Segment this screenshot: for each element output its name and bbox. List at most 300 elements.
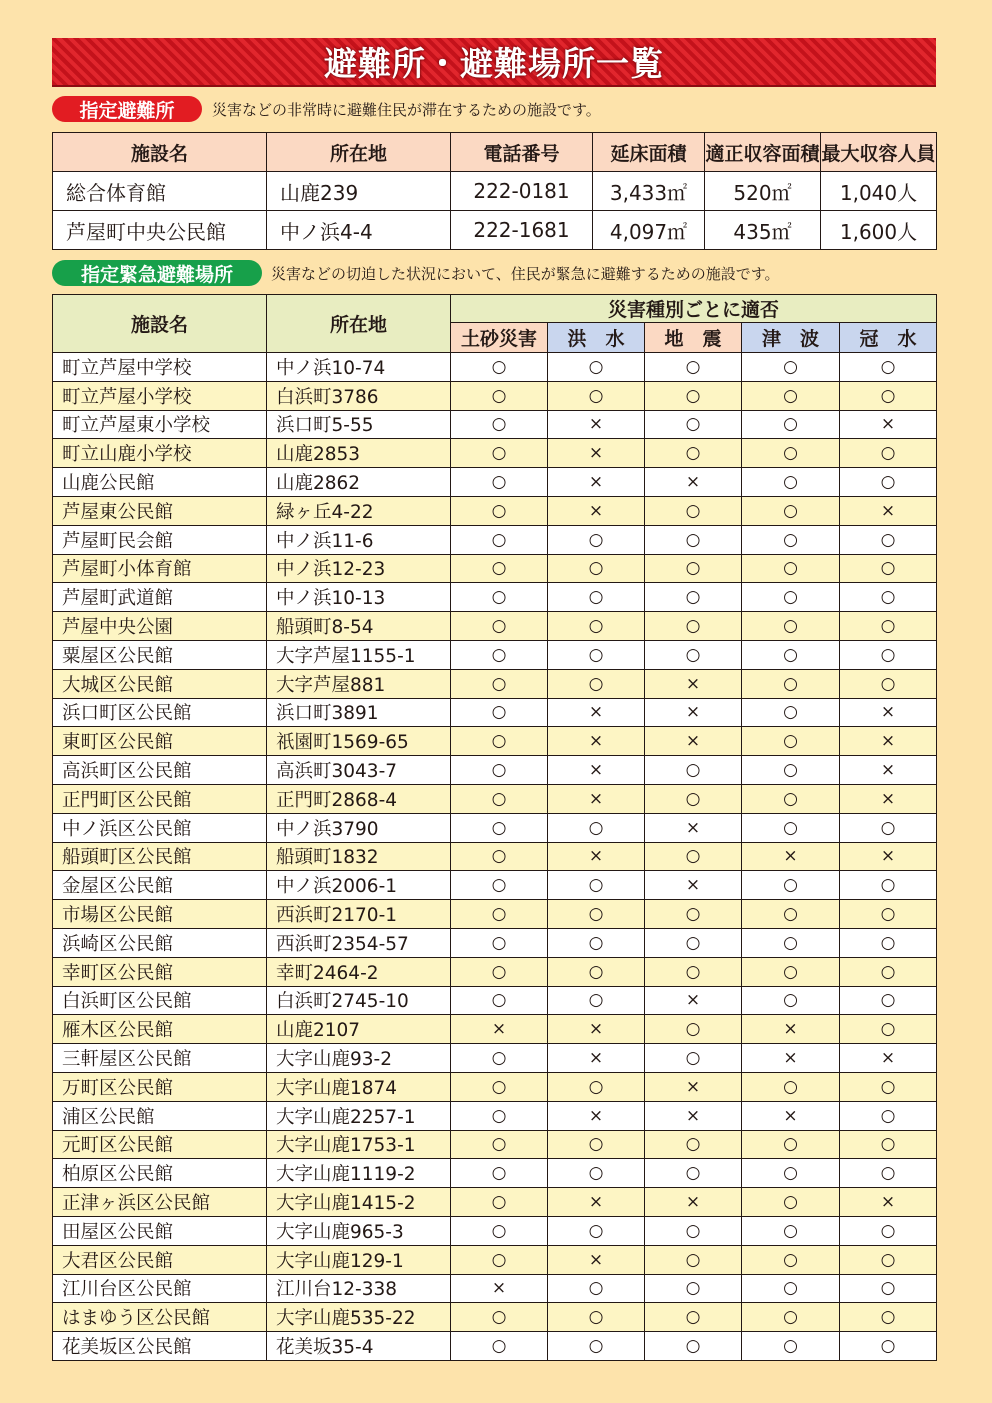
suitability-mark: ○ (548, 381, 645, 410)
suitability-mark: ○ (645, 756, 742, 785)
suitability-mark: ○ (742, 1159, 840, 1188)
suitability-mark: ○ (840, 1274, 937, 1303)
suitability-mark: ○ (742, 439, 840, 468)
header-cell: 最大収容人員 (821, 133, 937, 172)
facility-name-cell: 幸町区公民館 (53, 957, 267, 986)
header-cell: 延床面積 (593, 133, 705, 172)
suitability-mark: × (742, 1044, 840, 1073)
table-row (53, 612, 937, 641)
suitability-mark: × (840, 410, 937, 439)
facility-name-cell: 金屋区公民館 (53, 871, 267, 900)
facility-name-cell: 大城区公民館 (53, 669, 267, 698)
table-cell: 山鹿239 (267, 172, 451, 211)
suitability-mark: ○ (645, 1216, 742, 1245)
suitability-mark: × (451, 1274, 548, 1303)
suitability-mark: ○ (548, 1072, 645, 1101)
header-cell: 適正収容面積 (705, 133, 821, 172)
section1-description: 災害などの非常時に避難住民が滞在するための施設です。 (212, 101, 601, 119)
table-row (53, 525, 937, 554)
facility-name-cell: 正門町区公民館 (53, 784, 267, 813)
table-row (53, 1015, 937, 1044)
address-cell: 山鹿2853 (267, 439, 451, 468)
suitability-mark: ○ (645, 554, 742, 583)
suitability-mark: ○ (742, 525, 840, 554)
suitability-mark: ○ (548, 1216, 645, 1245)
suitability-mark: ○ (840, 1015, 937, 1044)
suitability-mark: ○ (645, 583, 742, 612)
header-flood: 洪 水 (548, 323, 645, 353)
address-cell: 浜口町5-55 (267, 410, 451, 439)
table-row (53, 1188, 937, 1217)
suitability-mark: × (840, 698, 937, 727)
suitability-mark: × (742, 842, 840, 871)
table-row (53, 871, 937, 900)
suitability-mark: × (840, 1044, 937, 1073)
suitability-mark: ○ (451, 1101, 548, 1130)
suitability-mark: ○ (645, 1044, 742, 1073)
suitability-mark: ○ (742, 640, 840, 669)
table-cell: 1,600人 (821, 211, 937, 250)
header-disaster-suitability: 災害種別ごとに適否 (451, 295, 937, 323)
facility-name-cell: 芦屋町民会館 (53, 525, 267, 554)
suitability-mark: × (645, 813, 742, 842)
suitability-mark: ○ (451, 1332, 548, 1361)
page-title: 避難所・避難場所一覧 (324, 44, 664, 83)
suitability-mark: ○ (840, 525, 937, 554)
table-row (53, 900, 937, 929)
suitability-mark: ○ (451, 1188, 548, 1217)
suitability-mark: ○ (645, 928, 742, 957)
table-cell: 中ノ浜4-4 (267, 211, 451, 250)
suitability-mark: ○ (742, 669, 840, 698)
suitability-mark: ○ (645, 842, 742, 871)
table-row (53, 353, 937, 382)
table-row (53, 1044, 937, 1073)
facility-name-cell: はまゆう区公民館 (53, 1303, 267, 1332)
suitability-mark: ○ (548, 871, 645, 900)
suitability-mark: ○ (840, 1245, 937, 1274)
suitability-mark: ○ (645, 957, 742, 986)
suitability-mark: ○ (645, 1015, 742, 1044)
suitability-mark: ○ (451, 1245, 548, 1274)
suitability-mark: × (548, 439, 645, 468)
suitability-mark: × (548, 784, 645, 813)
suitability-mark: ○ (645, 410, 742, 439)
facility-name-cell: 浜崎区公民館 (53, 928, 267, 957)
suitability-mark: × (451, 1015, 548, 1044)
address-cell: 中ノ浜2006-1 (267, 871, 451, 900)
suitability-mark: ○ (645, 900, 742, 929)
address-cell: 大字山鹿129-1 (267, 1245, 451, 1274)
address-cell: 中ノ浜12-23 (267, 554, 451, 583)
suitability-mark: ○ (548, 1274, 645, 1303)
address-cell: 大字山鹿93-2 (267, 1044, 451, 1073)
table-header-row (53, 133, 937, 172)
suitability-mark: ○ (840, 1159, 937, 1188)
address-cell: 花美坂35-4 (267, 1332, 451, 1361)
suitability-mark: × (548, 496, 645, 525)
table-row (53, 842, 937, 871)
suitability-mark: ○ (742, 1216, 840, 1245)
address-cell: 大字山鹿1753-1 (267, 1130, 451, 1159)
suitability-mark: ○ (645, 1130, 742, 1159)
address-cell: 大字山鹿1119-2 (267, 1159, 451, 1188)
suitability-mark: × (548, 1101, 645, 1130)
suitability-mark: ○ (451, 928, 548, 957)
suitability-mark: ○ (742, 957, 840, 986)
suitability-mark: ○ (742, 410, 840, 439)
suitability-mark: ○ (742, 353, 840, 382)
emergency-evacuation-site-table (52, 294, 937, 1361)
suitability-mark: ○ (840, 583, 937, 612)
address-cell: 中ノ浜11-6 (267, 525, 451, 554)
suitability-mark: ○ (451, 640, 548, 669)
suitability-mark: × (645, 1072, 742, 1101)
table-row (53, 211, 937, 250)
address-cell: 江川台12-338 (267, 1274, 451, 1303)
suitability-mark: ○ (548, 1303, 645, 1332)
address-cell: 大字芦屋881 (267, 669, 451, 698)
table-row (53, 1303, 937, 1332)
suitability-mark: ○ (451, 871, 548, 900)
suitability-mark: ○ (451, 957, 548, 986)
header-tsunami: 津 波 (742, 323, 840, 353)
suitability-mark: ○ (645, 612, 742, 641)
suitability-mark: ○ (451, 986, 548, 1015)
suitability-mark: ○ (645, 1159, 742, 1188)
address-cell: 山鹿2862 (267, 468, 451, 497)
suitability-mark: ○ (742, 381, 840, 410)
facility-name-cell: 浜口町区公民館 (53, 698, 267, 727)
table-cell: 520㎡ (705, 172, 821, 211)
suitability-mark: ○ (742, 1303, 840, 1332)
address-cell: 中ノ浜3790 (267, 813, 451, 842)
suitability-mark: ○ (451, 525, 548, 554)
facility-name-cell: 中ノ浜区公民館 (53, 813, 267, 842)
suitability-mark: ○ (645, 381, 742, 410)
facility-name-cell: 芦屋中央公園 (53, 612, 267, 641)
title-banner (52, 38, 936, 85)
facility-name-cell: 正津ヶ浜区公民館 (53, 1188, 267, 1217)
section2-description: 災害などの切迫した状況において、住民が緊急に避難するための施設です。 (271, 265, 780, 283)
suitability-mark: ○ (548, 640, 645, 669)
facility-name-cell: 元町区公民館 (53, 1130, 267, 1159)
suitability-mark: ○ (548, 813, 645, 842)
designated-shelter-table (52, 132, 937, 250)
address-cell: 西浜町2354-57 (267, 928, 451, 957)
suitability-mark: ○ (645, 525, 742, 554)
suitability-mark: ○ (742, 1130, 840, 1159)
suitability-mark: ○ (742, 727, 840, 756)
address-cell: 高浜町3043-7 (267, 756, 451, 785)
table-cell: 435㎡ (705, 211, 821, 250)
suitability-mark: × (840, 784, 937, 813)
address-cell: 中ノ浜10-13 (267, 583, 451, 612)
suitability-mark: × (840, 756, 937, 785)
suitability-mark: ○ (548, 525, 645, 554)
suitability-mark: ○ (742, 813, 840, 842)
facility-name-cell: 粟屋区公民館 (53, 640, 267, 669)
facility-name-cell: 白浜町区公民館 (53, 986, 267, 1015)
suitability-mark: ○ (451, 583, 548, 612)
suitability-mark: ○ (451, 554, 548, 583)
suitability-mark: ○ (645, 1245, 742, 1274)
suitability-mark: ○ (548, 928, 645, 957)
suitability-mark: ○ (451, 496, 548, 525)
suitability-mark: ○ (645, 496, 742, 525)
suitability-mark: × (548, 1044, 645, 1073)
suitability-mark: ○ (840, 986, 937, 1015)
header-cell: 所在地 (267, 133, 451, 172)
suitability-mark: ○ (742, 1188, 840, 1217)
facility-name-cell: 柏原区公民館 (53, 1159, 267, 1188)
address-cell: 幸町2464-2 (267, 957, 451, 986)
address-cell: 西浜町2170-1 (267, 900, 451, 929)
suitability-mark: ○ (548, 669, 645, 698)
suitability-mark: ○ (548, 900, 645, 929)
suitability-mark: ○ (840, 1130, 937, 1159)
facility-name-cell: 芦屋町武道館 (53, 583, 267, 612)
suitability-mark: ○ (451, 900, 548, 929)
facility-name-cell: 芦屋町小体育館 (53, 554, 267, 583)
suitability-mark: ○ (742, 1332, 840, 1361)
address-cell: 大字山鹿1415-2 (267, 1188, 451, 1217)
table-cell: 1,040人 (821, 172, 937, 211)
suitability-mark: ○ (742, 1072, 840, 1101)
header-inundation: 冠 水 (840, 323, 937, 353)
suitability-mark: ○ (840, 554, 937, 583)
suitability-mark: ○ (548, 1130, 645, 1159)
address-cell: 祇園町1569-65 (267, 727, 451, 756)
suitability-mark: × (548, 1188, 645, 1217)
address-cell: 船頭町8-54 (267, 612, 451, 641)
suitability-mark: ○ (840, 640, 937, 669)
suitability-mark: × (548, 698, 645, 727)
suitability-mark: ○ (840, 928, 937, 957)
suitability-mark: ○ (742, 612, 840, 641)
table-cell: 222-0181 (451, 172, 593, 211)
table-cell: 芦屋町中央公民館 (53, 211, 267, 250)
suitability-mark: ○ (451, 612, 548, 641)
facility-name-cell: 芦屋東公民館 (53, 496, 267, 525)
facility-name-cell: 花美坂区公民館 (53, 1332, 267, 1361)
suitability-mark: ○ (742, 900, 840, 929)
suitability-mark: ○ (645, 640, 742, 669)
facility-name-cell: 万町区公民館 (53, 1072, 267, 1101)
facility-name-cell: 市場区公民館 (53, 900, 267, 929)
section1-label: 指定避難所 (52, 96, 202, 122)
suitability-mark: ○ (840, 1101, 937, 1130)
table-row (53, 813, 937, 842)
header-cell: 施設名 (53, 133, 267, 172)
suitability-mark: × (840, 1188, 937, 1217)
table-row (53, 172, 937, 211)
suitability-mark: ○ (451, 1130, 548, 1159)
suitability-mark: ○ (451, 468, 548, 497)
suitability-mark: × (645, 727, 742, 756)
suitability-mark: ○ (645, 439, 742, 468)
suitability-mark: × (548, 1245, 645, 1274)
address-cell: 大字芦屋1155-1 (267, 640, 451, 669)
suitability-mark: ○ (548, 554, 645, 583)
address-cell: 緑ヶ丘4-22 (267, 496, 451, 525)
table-header-row (53, 295, 937, 323)
facility-name-cell: 町立山鹿小学校 (53, 439, 267, 468)
table-row (53, 439, 937, 468)
table-cell: 4,097㎡ (593, 211, 705, 250)
suitability-mark: ○ (742, 1245, 840, 1274)
header-address: 所在地 (267, 295, 451, 353)
suitability-mark: ○ (840, 612, 937, 641)
suitability-mark: ○ (548, 353, 645, 382)
facility-name-cell: 浦区公民館 (53, 1101, 267, 1130)
suitability-mark: ○ (742, 496, 840, 525)
suitability-mark: ○ (742, 871, 840, 900)
address-cell: 大字山鹿535-22 (267, 1303, 451, 1332)
suitability-mark: ○ (451, 842, 548, 871)
table-row (53, 1101, 937, 1130)
suitability-mark: ○ (742, 698, 840, 727)
suitability-mark: × (548, 842, 645, 871)
facility-name-cell: 雁木区公民館 (53, 1015, 267, 1044)
address-cell: 白浜町2745-10 (267, 986, 451, 1015)
table-row (53, 468, 937, 497)
suitability-mark: ○ (451, 439, 548, 468)
suitability-mark: × (645, 871, 742, 900)
suitability-mark: ○ (645, 1332, 742, 1361)
suitability-mark: ○ (451, 1072, 548, 1101)
address-cell: 大字山鹿1874 (267, 1072, 451, 1101)
suitability-mark: ○ (840, 669, 937, 698)
table-row (53, 410, 937, 439)
suitability-mark: ○ (548, 1332, 645, 1361)
header-earthquake: 地 震 (645, 323, 742, 353)
table-row (53, 1332, 937, 1361)
address-cell: 浜口町3891 (267, 698, 451, 727)
table-row (53, 381, 937, 410)
facility-name-cell: 三軒屋区公民館 (53, 1044, 267, 1073)
header-facility-name: 施設名 (53, 295, 267, 353)
suitability-mark: × (645, 698, 742, 727)
suitability-mark: ○ (451, 1303, 548, 1332)
facility-name-cell: 町立芦屋中学校 (53, 353, 267, 382)
facility-name-cell: 町立芦屋東小学校 (53, 410, 267, 439)
table-row (53, 1130, 937, 1159)
facility-name-cell: 山鹿公民館 (53, 468, 267, 497)
suitability-mark: ○ (742, 756, 840, 785)
suitability-mark: ○ (840, 468, 937, 497)
suitability-mark: ○ (451, 813, 548, 842)
suitability-mark: × (645, 1101, 742, 1130)
address-cell: 山鹿2107 (267, 1015, 451, 1044)
suitability-mark: ○ (645, 353, 742, 382)
suitability-mark: ○ (548, 612, 645, 641)
suitability-mark: ○ (840, 1072, 937, 1101)
suitability-mark: ○ (451, 727, 548, 756)
suitability-mark: ○ (742, 928, 840, 957)
address-cell: 大字山鹿2257-1 (267, 1101, 451, 1130)
suitability-mark: ○ (742, 784, 840, 813)
suitability-mark: ○ (451, 698, 548, 727)
address-cell: 白浜町3786 (267, 381, 451, 410)
table-row (53, 727, 937, 756)
suitability-mark: ○ (840, 813, 937, 842)
suitability-mark: ○ (840, 439, 937, 468)
table-row (53, 986, 937, 1015)
suitability-mark: ○ (451, 784, 548, 813)
table-row (53, 1216, 937, 1245)
suitability-mark: ○ (451, 1044, 548, 1073)
table-cell: 222-1681 (451, 211, 593, 250)
suitability-mark: × (645, 669, 742, 698)
suitability-mark: ○ (742, 583, 840, 612)
table-row (53, 957, 937, 986)
suitability-mark: ○ (840, 900, 937, 929)
suitability-mark: ○ (645, 1274, 742, 1303)
table-row (53, 698, 937, 727)
suitability-mark: ○ (840, 381, 937, 410)
address-cell: 大字山鹿965-3 (267, 1216, 451, 1245)
suitability-mark: × (548, 727, 645, 756)
table-row (53, 1245, 937, 1274)
suitability-mark: × (840, 842, 937, 871)
table-row (53, 669, 937, 698)
facility-name-cell: 町立芦屋小学校 (53, 381, 267, 410)
suitability-mark: ○ (548, 1159, 645, 1188)
suitability-mark: × (645, 1188, 742, 1217)
suitability-mark: ○ (451, 381, 548, 410)
suitability-mark: ○ (742, 986, 840, 1015)
table-row (53, 1072, 937, 1101)
suitability-mark: ○ (840, 957, 937, 986)
suitability-mark: × (645, 986, 742, 1015)
suitability-mark: ○ (451, 756, 548, 785)
suitability-mark: ○ (840, 1303, 937, 1332)
suitability-mark: ○ (742, 1274, 840, 1303)
suitability-mark: ○ (742, 554, 840, 583)
header-cell: 電話番号 (451, 133, 593, 172)
suitability-mark: × (548, 468, 645, 497)
suitability-mark: ○ (548, 986, 645, 1015)
address-cell: 中ノ浜10-74 (267, 353, 451, 382)
table-row (53, 640, 937, 669)
suitability-mark: ○ (451, 1159, 548, 1188)
header-landslide: 土砂災害 (451, 323, 548, 353)
table-cell: 3,433㎡ (593, 172, 705, 211)
suitability-mark: × (840, 496, 937, 525)
suitability-mark: ○ (840, 871, 937, 900)
address-cell: 船頭町1832 (267, 842, 451, 871)
suitability-mark: ○ (548, 957, 645, 986)
suitability-mark: × (742, 1015, 840, 1044)
facility-name-cell: 江川台区公民館 (53, 1274, 267, 1303)
suitability-mark: ○ (742, 468, 840, 497)
table-row (53, 583, 937, 612)
facility-name-cell: 東町区公民館 (53, 727, 267, 756)
suitability-mark: × (645, 468, 742, 497)
suitability-mark: ○ (645, 1303, 742, 1332)
suitability-mark: ○ (645, 784, 742, 813)
suitability-mark: ○ (451, 669, 548, 698)
table-row (53, 554, 937, 583)
facility-name-cell: 大君区公民館 (53, 1245, 267, 1274)
suitability-mark: ○ (840, 353, 937, 382)
facility-name-cell: 船頭町区公民館 (53, 842, 267, 871)
suitability-mark: × (548, 410, 645, 439)
suitability-mark: ○ (840, 1216, 937, 1245)
address-cell: 正門町2868-4 (267, 784, 451, 813)
suitability-mark: × (742, 1101, 840, 1130)
